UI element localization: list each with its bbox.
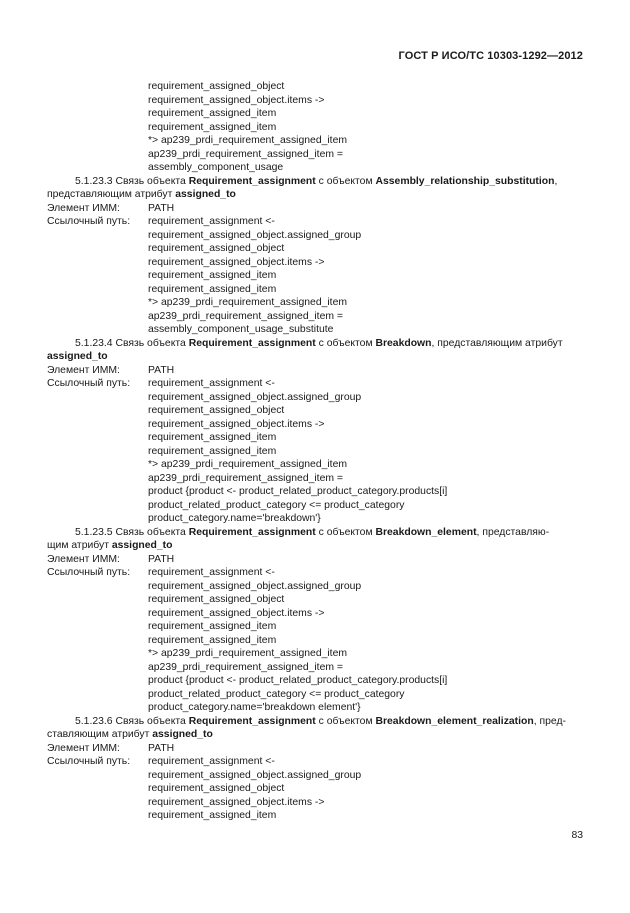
path-line: requirement_assigned_item xyxy=(148,445,277,457)
attribute-name: assigned_to xyxy=(47,351,108,362)
ref-path-row: Ссылочный путь: requirement_assignment <- xyxy=(47,216,275,227)
target-name: Breakdown_element_realization xyxy=(375,715,534,727)
path-line: requirement_assigned_item xyxy=(148,621,277,632)
path-line: requirement_assigned_object.items -> xyxy=(148,607,325,619)
ref-path-row: Ссылочный путь: requirement_assignment <- xyxy=(47,567,275,578)
section-heading: 5.1.23.4 Связь объекта Requirement_assignment с объектом Breakdown, представляющим атрибут xyxy=(75,337,563,349)
path-line: requirement_assigned_item xyxy=(148,810,277,821)
section-number: 5.1.23.6 xyxy=(75,715,113,727)
intro-block xyxy=(47,80,585,175)
section-5-1-23-3 xyxy=(47,175,585,337)
object-name: Requirement_assignment xyxy=(188,526,316,538)
path-line: product_related_product_category <= product_category xyxy=(148,688,405,700)
path-line: product_category.name='breakdown element'} xyxy=(148,702,361,713)
path-line: requirement_assigned_object.assigned_group xyxy=(148,580,362,592)
path-line: requirement_assigned_item xyxy=(148,432,277,443)
section-5-1-23-6 xyxy=(47,715,585,823)
path-line: requirement_assigned_item xyxy=(148,121,277,133)
element-row: Элемент ИММ: PATH xyxy=(47,202,175,214)
path-line: assembly_component_usage xyxy=(148,162,284,173)
path-line: requirement_assigned_object xyxy=(148,81,285,92)
path-line: *> ap239_prdi_requirement_assigned_item xyxy=(148,459,347,470)
section-heading: 5.1.23.3 Связь объекта Requirement_assignment с объектом Assembly_relationship_substitution, xyxy=(75,175,558,187)
object-name: Requirement_assignment xyxy=(188,337,316,349)
path-line: product {product <- product_related_product_category.products[i] xyxy=(148,675,448,686)
path-line: assembly_component_usage_substitute xyxy=(148,324,334,335)
section-heading-cont: ставляющим атрибут assigned_to xyxy=(47,729,213,740)
path-line: requirement_assigned_object xyxy=(148,405,285,416)
path-line: requirement_assigned_item xyxy=(148,270,277,281)
section-5-1-23-5 xyxy=(47,526,585,715)
path-line: product {product <- product_related_product_category.products[i] xyxy=(148,486,448,497)
path-line: product_related_product_category <= product_category xyxy=(148,499,405,511)
path-line: *> ap239_prdi_requirement_assigned_item xyxy=(148,135,347,146)
section-heading-cont: представляющим атрибут assigned_to xyxy=(47,189,236,200)
path-line: requirement_assigned_item xyxy=(148,283,277,295)
target-name: Breakdown xyxy=(375,337,432,349)
element-row: Элемент ИММ: PATH xyxy=(47,364,175,376)
attribute-name: assigned_to xyxy=(175,189,236,200)
ref-path-row: Ссылочный путь: requirement_assignment <- xyxy=(47,756,275,767)
section-heading-cont: щим атрибут assigned_to xyxy=(47,540,173,551)
path-line: ap239_prdi_requirement_assigned_item = xyxy=(148,472,343,484)
element-row: Элемент ИММ: PATH xyxy=(47,553,175,565)
attribute-name: assigned_to xyxy=(111,540,173,551)
document-header: ГОСТ Р ИСО/ТС 10303-1292—2012 xyxy=(398,50,583,62)
target-name: Assembly_relationship_substitution xyxy=(375,175,555,187)
path-line: product_category.name='breakdown'} xyxy=(148,513,321,524)
element-row: Элемент ИММ: PATH xyxy=(47,742,175,754)
path-line: requirement_assigned_object.assigned_group xyxy=(148,229,362,241)
page-number: 83 xyxy=(571,830,583,841)
section-heading: 5.1.23.6 Связь объекта Requirement_assignment с объектом Breakdown_element_realization, пред- xyxy=(75,715,566,727)
object-name: Requirement_assignment xyxy=(188,175,316,187)
section-heading: 5.1.23.5 Связь объекта Requirement_assignment с объектом Breakdown_element, представляю- xyxy=(75,526,550,538)
path-line: requirement_assigned_item xyxy=(148,634,277,646)
path-line: requirement_assigned_object xyxy=(148,243,285,254)
section-heading-cont xyxy=(47,350,585,364)
path-line: requirement_assigned_item xyxy=(148,108,277,119)
path-line: requirement_assigned_object.items -> xyxy=(148,418,325,430)
path-line: requirement_assigned_object.assigned_group xyxy=(148,391,362,403)
path-line: requirement_assigned_object xyxy=(148,783,285,794)
document-body xyxy=(47,80,585,823)
ref-path-row: Ссылочный путь: requirement_assignment <- xyxy=(47,378,275,389)
path-line: requirement_assigned_object.items -> xyxy=(148,94,325,106)
path-line: requirement_assigned_object xyxy=(148,594,285,605)
attribute-name: assigned_to xyxy=(152,729,213,740)
path-line: *> ap239_prdi_requirement_assigned_item xyxy=(148,648,347,659)
path-line: requirement_assigned_object.items -> xyxy=(148,796,325,808)
section-number: 5.1.23.3 xyxy=(75,175,113,187)
path-line: requirement_assigned_object.assigned_group xyxy=(148,769,362,781)
path-line: requirement_assigned_object.items -> xyxy=(148,256,325,268)
section-number: 5.1.23.4 xyxy=(75,337,113,349)
object-name: Requirement_assignment xyxy=(188,715,316,727)
section-5-1-23-4 xyxy=(47,337,585,526)
section-number: 5.1.23.5 xyxy=(75,526,113,538)
path-line: ap239_prdi_requirement_assigned_item = xyxy=(148,661,343,673)
path-line: ap239_prdi_requirement_assigned_item = xyxy=(148,310,343,322)
path-line: ap239_prdi_requirement_assigned_item = xyxy=(148,148,343,160)
path-line: *> ap239_prdi_requirement_assigned_item xyxy=(148,297,347,308)
target-name: Breakdown_element xyxy=(375,526,477,538)
